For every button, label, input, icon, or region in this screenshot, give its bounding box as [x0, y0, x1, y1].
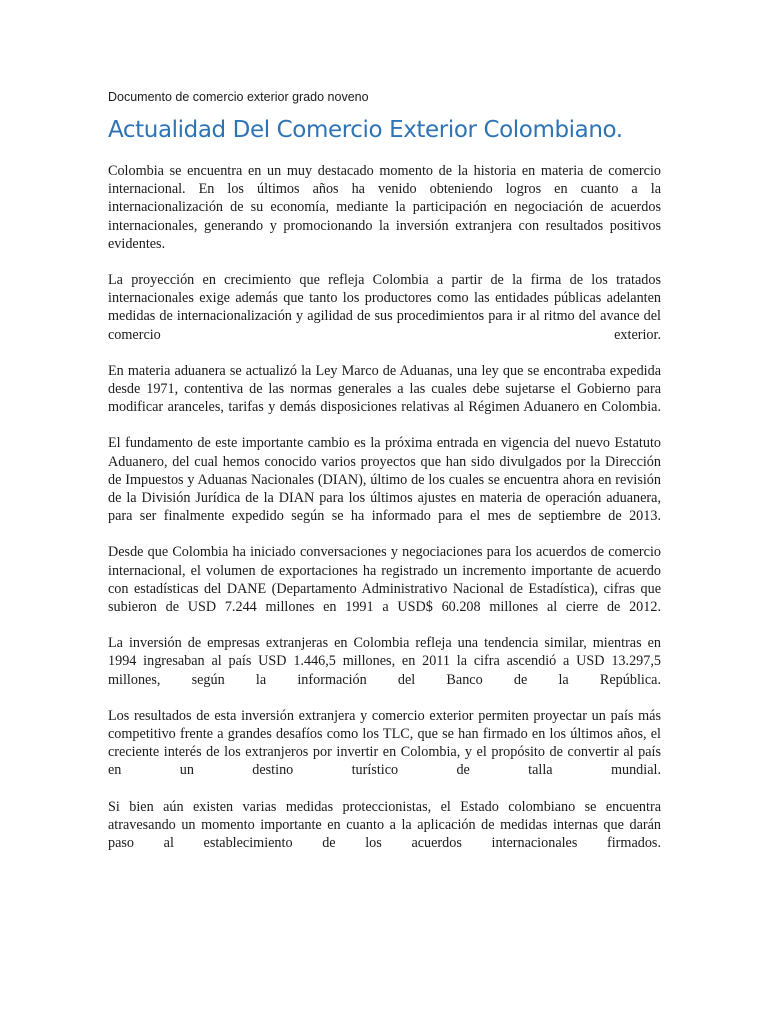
paragraph-7: Los resultados de esta inversión extranjera y comercio exterior permiten proyectar un país más competitivo frente a grandes desafíos como los TLC, que se han firmado en los últimos años, el creciente interés de los extranjeros por invertir en Colombia, y el propósito de convertir al país en un destino turístico de talla mundial. [108, 707, 661, 779]
document-body [108, 88, 661, 870]
paragraph-5: Desde que Colombia ha iniciado conversaciones y negociaciones para los acuerdos de comercio internacional, el volumen de exportaciones ha registrado un incremento importante de acuerdo con estadísticas del DANE (Departamento Administrativo Nacional de Estadística), cifras que subieron de USD 7.244 millones en 1991 a USD$ 60.208 millones al cierre de 2012. [108, 544, 661, 616]
paragraph-3: En materia aduanera se actualizó la Ley Marco de Aduanas, una ley que se encontraba expedida desde 1971, contentiva de las normas generales a las cuales debe sujetarse el Gobierno para modificar aranceles, tarifas y demás disposiciones relativas al Régimen Aduanero en Colombia. [108, 362, 661, 416]
document-title: Actualidad Del Comercio Exterior Colombiano. [108, 117, 623, 143]
paragraph-6: La inversión de empresas extranjeras en Colombia refleja una tendencia similar, mientras en 1994 ingresaban al país USD 1.446,5 millones, en 2011 la cifra ascendió a USD 13.297,5 millones, según la información del Banco de la República. [108, 635, 661, 688]
paragraph-8: Si bien aún existen varias medidas proteccionistas, el Estado colombiano se encuentra atravesando un momento importante en cuanto a la aplicación de medidas internas que darán paso al establecimiento de los acuerdos internacionales firmados. [108, 798, 661, 852]
paragraph-2: La proyección en crecimiento que refleja Colombia a partir de la firma de los tratados internacionales exige además que tanto los productores como las entidades públicas adelanten medidas de internacionalización y agilidad de sus procedimientos para ir al ritmo del avance del comercio exterior. [108, 272, 661, 343]
document-subtitle: Documento de comercio exterior grado noveno [108, 90, 369, 104]
paragraph-4: El fundamento de este importante cambio es la próxima entrada en vigencia del nuevo Estatuto Aduanero, del cual hemos conocido varios proyectos que han sido divulgados por la Dirección de Impuestos y Aduanas Nacionales (DIAN), último de los cuales se encuentra ahora en revisión de la División Jurídica de la DIAN para los últimos ajustes en materia de operación aduanera, para ser finalmente expedido según se ha informado para el mes de septiembre de 2013. [108, 435, 661, 525]
paragraph-1: Colombia se encuentra en un muy destacado momento de la historia en materia de comercio internacional. En los últimos años ha venido obteniendo logros en cuanto a la internacionalización de su economía, mediante la participación en negociación de acuerdos internacionales, generando y promocionando la inversión extranjera con resultados positivos evidentes. [108, 163, 661, 252]
